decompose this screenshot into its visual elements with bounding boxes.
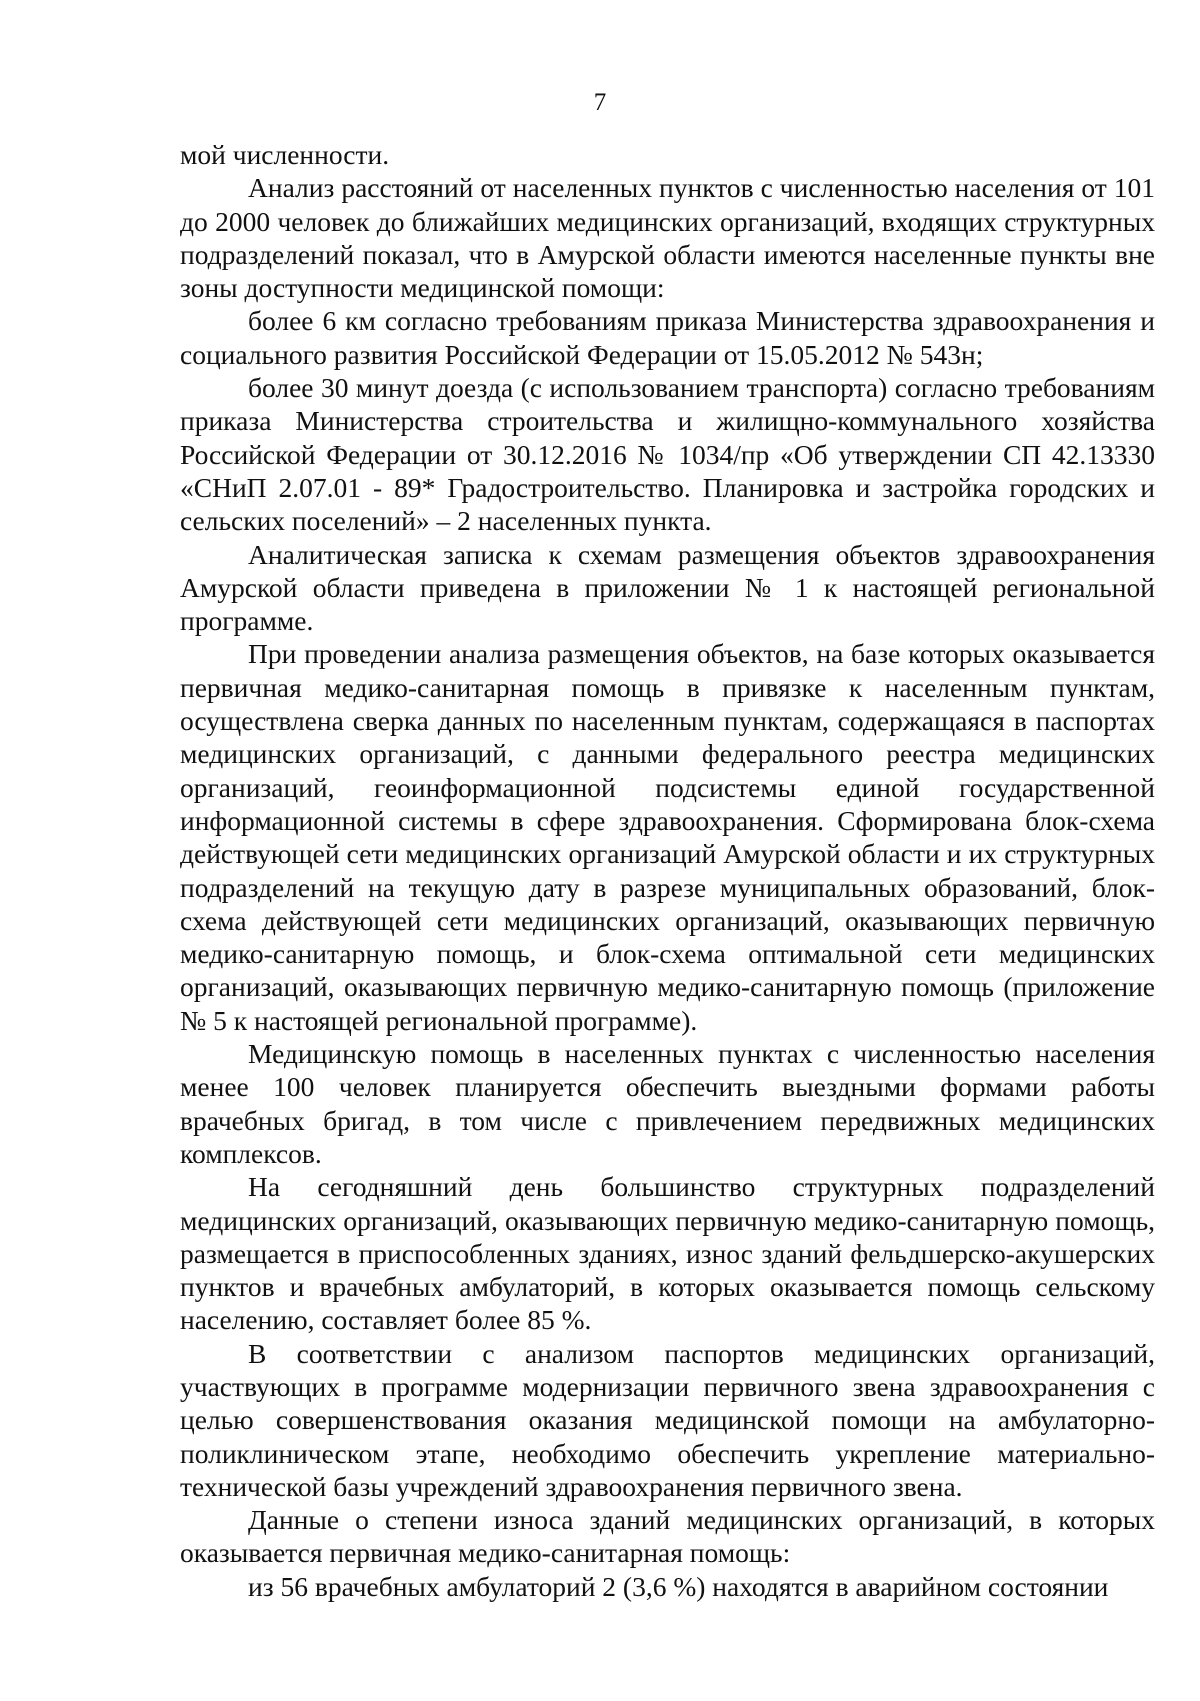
paragraph-continuation: мой численности.	[180, 139, 390, 170]
paragraph-analytical-note: Аналитическая записка к схемам размещения объектов здравоохранения Амурской области приведена в приложении № 1 к настоящей региональной программе.	[180, 538, 1155, 637]
paragraph-30min-requirement: более 30 минут доезда (с использованием транспорта) согласно требованиям приказа Министерства строительства и жилищно-коммунального хозяйства Российской Федерации от 30.12.2016 № 1034/пр «Об утверждении СП 42.13330 «СНиП 2.07.01 - 89* Градостроительство. Планировка и застройка городских и сельских поселений» – 2 населенных пункта.	[180, 372, 1155, 537]
paragraph-building-wear: На сегодняшний день большинство структурных подразделений медицинских организаций, оказывающих первичную медико-санитарную помощь, размещается в приспособленных зданиях, износ зданий фельдшерско-акушерских пунктов и врачебных амбулаторий, в которых оказывается помощь сельскому населению, составляет более 85 %.	[180, 1171, 1155, 1336]
document-body	[180, 138, 1155, 1603]
paragraph-placement-analysis: При проведении анализа размещения объектов, на базе которых оказывается первичная медико-санитарная помощь в привязке к населенным пунктам, осуществлена сверка данных по населенным пунктам, содержащаяся в паспортах медицинских организаций, с данными федерального реестра медицинских организаций, геоинформационной подсистемы единой государственной информационной системы в сфере здравоохранения. Сформирована блок-схема действующей сети медицинских организаций Амурской области и их структурных подразделений на текущую дату в разрезе муниципальных образований, блок-схема действующей сети медицинских организаций, оказывающих первичную медико-санитарную помощь, и блок-схема оптимальной сети медицинских организаций, оказывающих первичную медико-санитарную помощь (приложение № 5 к настоящей региональной программе).	[180, 638, 1155, 1036]
paragraph-wear-data-intro: Данные о степени износа зданий медицинских организаций, в которых оказывается первичная медико-санитарная помощь:	[180, 1504, 1155, 1569]
page-number: 7	[593, 89, 607, 116]
paragraph-small-settlements: Медицинскую помощь в населенных пунктах с численностью населения менее 100 человек планируется обеспечить выездными формами работы врачебных бригад, в том числе с привлечением передвижных медицинских комплексов.	[180, 1038, 1155, 1169]
paragraph-6km-requirement: более 6 км согласно требованиям приказа Министерства здравоохранения и социального развития Российской Федерации от 15.05.2012 № 543н;	[180, 305, 1155, 370]
paragraph-modernization: В соответствии с анализом паспортов медицинских организаций, участвующих в программе модернизации первичного звена здравоохранения с целью совершенствования оказания медицинской помощи на амбулаторно-поликлиническом этапе, необходимо обеспечить укрепление материально-технической базы учреждений здравоохранения первичного звена.	[180, 1337, 1155, 1502]
paragraph-distance-analysis: Анализ расстояний от населенных пунктов с численностью населения от 101 до 2000 человек до ближайших медицинских организаций, входящих структурных подразделений показал, что в Амурской области имеются населенные пункты вне зоны доступности медицинской помощи:	[180, 172, 1155, 304]
paragraph-ambulatories: из 56 врачебных амбулаторий 2 (3,6 %) находятся в аварийном состоянии	[248, 1570, 1109, 1602]
